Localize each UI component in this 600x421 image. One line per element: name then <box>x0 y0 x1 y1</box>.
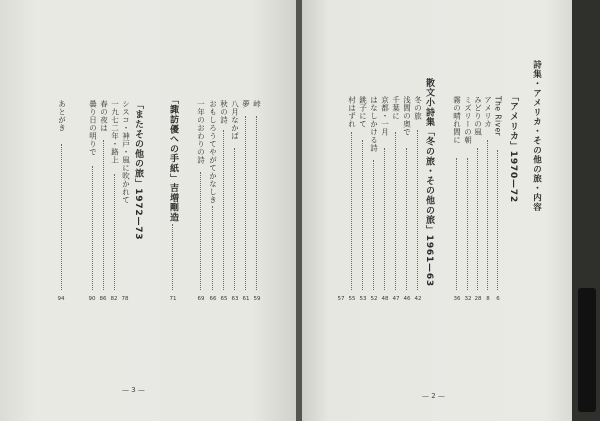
toc-entry-atogaki: あとがき <box>57 100 67 132</box>
page-number: 94 <box>57 296 65 302</box>
toc-entry-asama-no-oku: 浅間の奥で <box>402 96 412 136</box>
leader-dots <box>395 132 396 290</box>
section-heading-mata-sonota: 「またその他の旅」1972—73 <box>133 100 143 241</box>
page-number: 42 <box>414 296 422 302</box>
toc-entry-kumoribi: 曇り日の明りで <box>88 100 98 156</box>
toc-entry-the-river: The River <box>493 96 503 137</box>
toc-entry-midori-no-kaze: みどりの風 <box>473 96 483 136</box>
page-number: 55 <box>348 296 356 302</box>
leader-dots <box>406 148 407 290</box>
page-number: 36 <box>453 296 461 302</box>
leader-dots <box>103 140 104 290</box>
page-number: 48 <box>381 296 389 302</box>
toc-entry-america: アメリカ <box>483 96 493 128</box>
toc-entry-omoshiroute: おもしろうてやがてかなしき <box>208 100 218 204</box>
page-number: 53 <box>359 296 367 302</box>
page-number: 47 <box>392 296 400 302</box>
toc-entry-hanashikakeru-shi: はなしかける詩 <box>369 96 379 152</box>
leader-dots <box>497 150 498 290</box>
page-number: 8 <box>486 296 490 302</box>
page-number: 90 <box>88 296 96 302</box>
toc-entry-chiba-ni: 千葉に <box>391 96 401 120</box>
page-number: 66 <box>209 296 217 302</box>
page-number: 78 <box>121 296 129 302</box>
page-number: 86 <box>99 296 107 302</box>
leader-dots <box>245 116 246 290</box>
leader-dots <box>456 158 457 290</box>
page-number: 52 <box>370 296 378 302</box>
leader-dots <box>487 140 488 290</box>
section-heading-suwa-letter: 「諏訪優への手紙」吉増剛造 <box>168 95 178 223</box>
black-tab <box>578 288 596 412</box>
leader-dots <box>92 166 93 290</box>
page-number: 65 <box>220 296 228 302</box>
section-heading-america: 「アメリカ」1970—72 <box>508 92 518 203</box>
section-heading-fuyu-no-tabi: 散文小詩集「冬の旅・その他の旅」1961—63 <box>424 78 434 287</box>
page-number: 32 <box>464 296 472 302</box>
page-number: 6 <box>496 296 500 302</box>
leader-dots <box>373 160 374 290</box>
toc-entry-choshi-nite: 銚子にて <box>358 96 368 128</box>
leader-dots <box>477 148 478 290</box>
leader-dots <box>234 148 235 290</box>
leader-dots <box>351 132 352 290</box>
leader-dots <box>256 116 257 290</box>
page-number: 59 <box>253 296 261 302</box>
toc-entry-toge: 峠 <box>252 100 262 108</box>
toc-title: 詩集・アメリカ・その他の旅・内容 <box>531 60 542 212</box>
page-number: 57 <box>337 296 345 302</box>
leader-dots <box>200 172 201 290</box>
leader-dots <box>467 158 468 290</box>
toc-entry-kyoto-ichigatsu: 京都・一月 <box>380 96 390 136</box>
leader-dots <box>61 144 62 290</box>
page-number: 46 <box>403 296 411 302</box>
page-number: 63 <box>231 296 239 302</box>
leader-dots <box>362 140 363 290</box>
toc-entry-aki-no-shi: 秋の詩 <box>219 100 229 124</box>
toc-entry-yume: 夢 <box>241 100 251 108</box>
page-folio-right: — 2 — <box>422 392 445 400</box>
leader-dots <box>172 224 173 290</box>
leader-dots <box>384 148 385 290</box>
leader-dots <box>212 206 213 290</box>
toc-entry-missouri-morning: ミズリーの朝 <box>463 96 473 144</box>
page-number: 71 <box>169 296 177 302</box>
toc-entry-murahazure: 村はずれ <box>347 96 357 128</box>
toc-entry-cisco-kobe: シスコ・神戸・風に吹かれて <box>121 100 131 204</box>
page-number: 28 <box>474 296 482 302</box>
toc-entry-haru-no-yoru: 春の夜は <box>99 100 109 132</box>
leader-dots <box>114 174 115 290</box>
page-number: 69 <box>197 296 205 302</box>
page-number: 82 <box>110 296 118 302</box>
toc-entry-1972-rojo: 一九七二年・路上 <box>110 100 120 164</box>
page-folio-left: — 3 — <box>122 386 145 394</box>
page-number: 61 <box>242 296 250 302</box>
leader-dots <box>417 130 418 290</box>
leader-dots <box>223 130 224 290</box>
toc-entry-fuyu-no-tabi: 冬の旅 <box>413 96 423 120</box>
toc-entry-ichinen-no-owari: 一年のおわりの詩 <box>196 100 206 164</box>
left-page <box>0 0 296 421</box>
toc-entry-hachigatsu-nakaba: 八月なかば <box>230 100 240 140</box>
toc-entry-kiri-no-harema: 霧の晴れ間に <box>452 96 462 144</box>
